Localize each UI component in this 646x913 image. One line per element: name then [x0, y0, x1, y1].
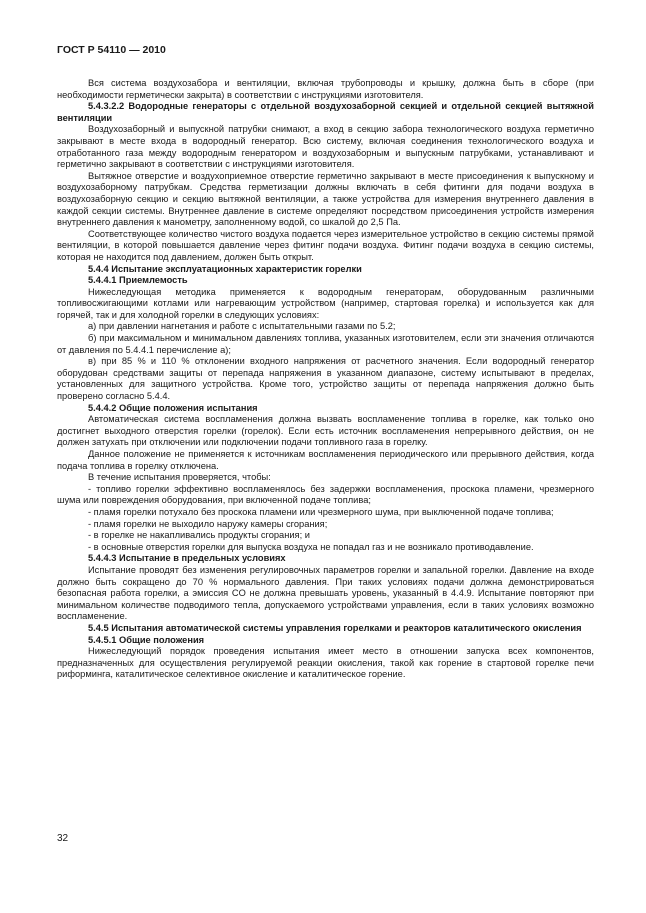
list-item: - в основные отверстия горелки для выпуска воздуха не попадал газ и не возникало противодавление.	[88, 541, 534, 552]
section-heading: 5.4.4 Испытание эксплуатационных характеристик горелки	[88, 263, 362, 274]
list-item: б) при максимальном и минимальном давлениях топлива, указанных изготовителем, если эти значения отличаются от давления по 5.4.4.1 перечисление а);	[57, 333, 594, 355]
list-item: а) при давлении нагнетания и работе с испытательными газами по 5.2;	[88, 321, 396, 332]
page-number: 32	[57, 833, 69, 844]
list-item: - топливо горелки эффективно воспламенялось без задержки воспламенения, проскока пламени, чрезмерного шума или повреждения оборудования, при включенной подаче топлива;	[57, 483, 594, 506]
section-heading: 5.4.4.2 Общие положения испытания	[88, 402, 258, 413]
paragraph: Соответствующее количество чистого воздуха подается через измерительное устройство в секцию системы прямой вентиляции, в которой повышается давление через фитинг подачи воздуха. Фитинг подачи воздуха в секцию системы, которая не находится под давлением, должен быть открыт.	[57, 228, 594, 262]
list-item: в) при 85 % и 110 % отклонении входного напряжения от расчетного значения. Если водородный генератор оборудован средствами защиты от перепада напряжения в указанном диапазоне, систему испытывают в пределах, установленных для защитного устройства. Кроме того, устройство защиты от перепада напряжения должно быть проверено согласно 5.4.4.	[57, 356, 594, 402]
list-item: - пламя горелки потухало без проскока пламени или чрезмерного шума, при выключенной подаче топлива;	[88, 506, 554, 517]
section-heading: 5.4.4.3 Испытание в предельных условиях	[88, 553, 286, 564]
section-heading: 5.4.5 Испытания автоматической системы управления горелками и реакторов каталитического окисления	[88, 622, 582, 633]
paragraph: В течение испытания проверяется, чтобы:	[88, 472, 271, 483]
document-body	[57, 78, 594, 681]
paragraph: Испытание проводят без изменения регулировочных параметров горелки и запальной горелки. Давление на входе должно быть сокращено до 70 % нормального давления. При таких условиях подачи должна демонстрироваться безопасная работа горелки, а эмиссия CO не должна превышать уровень, указанный в 4.4.9. Испытание повторяют при минимальном количестве подводимого тепла, допускаемого устройствами управления, если в таких условиях возможно воспламенение.	[57, 564, 594, 622]
paragraph: Воздухозаборный и выпускной патрубки снимают, а вход в секцию забора технологического воздуха герметично закрывают в месте входа в водородный генератор. Всю систему, включая соединения технологического воздуха и отработанного газа между водородным генератором и воздухозаборным и выпускным патрубками, устанавливают и герметично закрывают в соответствии с инструкциями изготовителя.	[57, 124, 594, 170]
paragraph: Автоматическая система воспламенения должна вызвать воспламенение топлива в горелке, как только оно достигнет выходного отверстия горелки (горелок). Если есть источник воспламенения непрерывного действия, он не должен затухать при отключении или подключении подачи топливного газа в горелку.	[57, 414, 594, 448]
paragraph: Данное положение не применяется к источникам воспламенения периодического или прерывного действия, когда подача топлива в горелку отключена.	[57, 449, 594, 471]
paragraph: Вытяжное отверстие и воздухоприемное отверстие герметично закрывают в месте присоединения к выпускному и воздухозаборному патрубкам. Средства герметизации должны включать в себя фитинги для подачи воздуха в воздухозаборную секцию и секцию вытяжной вентиляции, а также устройства для измерения внутреннего давления в каждой секции системы. Внутреннее давление в системе определяют посредством присоединения устройств измерения внутреннего давления к манометру, заполненному водой, со шкалой до 2,5 Па.	[57, 170, 594, 228]
paragraph: Нижеследующий порядок проведения испытания имеет место в отношении запуска всех компонентов, предназначенных для осуществления регулируемой реакции окисления, такой как горение в стартовой горелке печи риформинга, каталитическое селективное окисление и каталитическое горение.	[57, 646, 594, 680]
list-item: - в горелке не накапливались продукты сгорания; и	[88, 530, 310, 541]
list-item: - пламя горелки не выходило наружу камеры сгорания;	[88, 518, 328, 529]
paragraph: Вся система воздухозабора и вентиляции, включая трубопроводы и крышку, должна быть в сборе (при необходимости герметически закрыта) в соответствии с инструкциями изготовителя.	[57, 78, 594, 100]
section-heading: 5.4.3.2.2 Водородные генераторы с отдельной воздухозаборной секцией и отдельной секцией вытяжной вентиляции	[57, 101, 594, 123]
section-heading: 5.4.5.1 Общие положения	[88, 634, 205, 645]
document-header: ГОСТ Р 54110 — 2010	[57, 44, 166, 56]
paragraph: Нижеследующая методика применяется к водородным генераторам, оборудованным различными топливосжигающими котлами или нагревающим устройством (например, стартовая горелка) и используется как для горячей, так и для холодной горелки в следующих условиях:	[57, 286, 594, 320]
section-heading: 5.4.4.1 Приемлемость	[88, 275, 188, 286]
